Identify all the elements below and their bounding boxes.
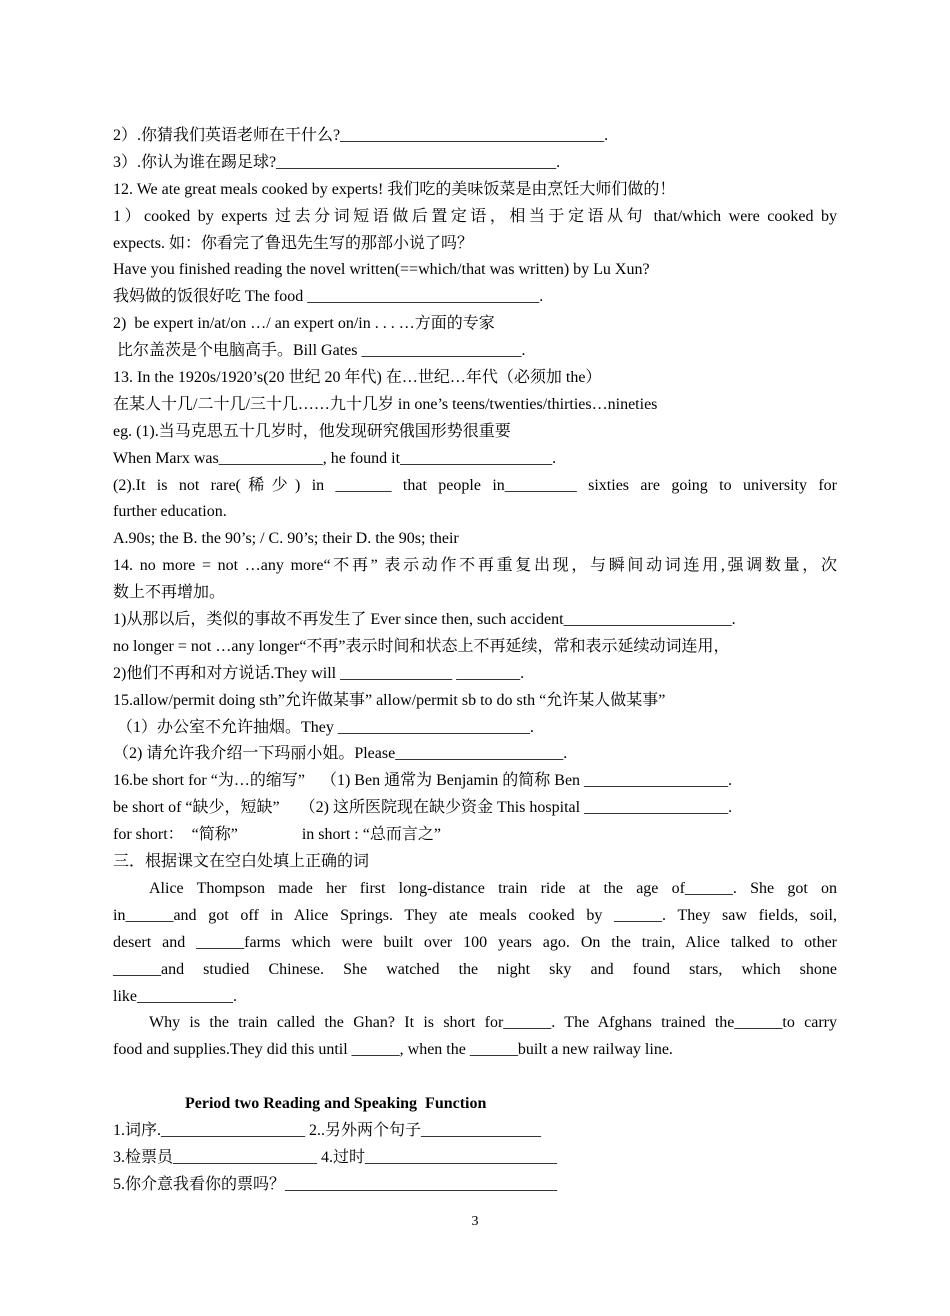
text-line: 我妈做的饭很好吃 The food _____________________________. — [113, 288, 544, 306]
paragraph-line: ______and studied Chinese. She watched the night sky and found stars, which shone — [113, 960, 837, 978]
text-line: for short： “简称” in short : “总而言之” — [113, 826, 441, 844]
text-line: 15.allow/permit doing sth”允许做某事” allow/permit sb to do sth “允许某人做某事” — [113, 691, 666, 709]
text-line: 5.你介意我看你的票吗？__________________________________ — [113, 1175, 558, 1193]
period-heading: Period two Reading and Speaking Function — [185, 1095, 487, 1113]
text-line: 16.be short for “为…的缩写” （1) Ben 通常为 Benjamin 的简称 Ben __________________. — [113, 772, 733, 790]
text-line: 2)他们不再和对方说话.They will ______________ ________. — [113, 664, 525, 682]
text-line: eg. (1).当马克思五十几岁时，他发现研究俄国形势很重要 — [113, 422, 511, 440]
paragraph-line: Alice Thompson made her first long-distance train ride at the age of______. She got on — [149, 879, 837, 897]
text-line: be short of “缺少，短缺” （2) 这所医院现在缺少资金 This hospital __________________. — [113, 799, 733, 817]
section-heading: 三．根据课文在空白处填上正确的词 — [113, 853, 370, 871]
paragraph-line: like____________. — [113, 987, 237, 1005]
text-line: 13. In the 1920s/1920’s(20 世纪 20 年代) 在…世纪…年代（必须加 the） — [113, 369, 602, 387]
text-line: （2) 请允许我介绍一下玛丽小姐。Please_____________________. — [113, 745, 568, 763]
text-line: expects. 如：你看完了鲁迅先生写的那部小说了吗？ — [113, 234, 473, 252]
text-line: 2) be expert in/at/on …/ an expert on/in . . . …方面的专家 — [113, 315, 495, 333]
page-number: 3 — [471, 1214, 479, 1229]
text-line: 12. We ate great meals cooked by experts! 我们吃的美味饭菜是由烹饪大师们做的！ — [113, 180, 676, 198]
text-line: When Marx was_____________, he found it___________________. — [113, 449, 557, 467]
text-line: （1）办公室不允许抽烟。They ________________________. — [113, 718, 534, 736]
text-line: 2）.你猜我们英语老师在干什么?_________________________________. — [113, 127, 609, 144]
text-line: no longer = not …any longer“不再”表示时间和状态上不再延续，常和表示延续动词连用， — [113, 637, 730, 655]
page-content — [113, 123, 837, 1199]
paragraph-line: desert and ______farms which were built over 100 years ago. On the train, Alice talked to other — [113, 933, 837, 951]
text-line: 1.词序.__________________ 2..另外两个句子_______________ — [113, 1121, 542, 1139]
text-line: 1）cooked by experts 过去分词短语做后置定语，相当于定语从句 that/which were cooked by — [113, 207, 837, 225]
text-line: (2).It is not rare(稀少) in _______ that people in_________ sixties are going to university for — [113, 476, 837, 494]
paragraph-line: food and supplies.They did this until ______, when the ______built a new railway line. — [113, 1041, 673, 1059]
blank-line — [113, 1064, 837, 1091]
text-line: A.90s; the B. the 90’s; / C. 90’s; their D. the 90s; their — [113, 530, 459, 548]
text-line: 在某人十几/二十几/三十几……九十几岁 in one’s teens/twenties/thirties…nineties — [113, 395, 658, 413]
text-line: 数上不再增加。 — [113, 584, 226, 602]
text-line: 14. no more = not …any more“不再” 表示动作不再重复出现，与瞬间动词连用,强调数量，次 — [113, 557, 837, 575]
text-line: 3.检票员__________________ 4.过时________________________ — [113, 1148, 558, 1166]
text-line: 3）.你认为谁在踢足球?___________________________________. — [113, 153, 561, 171]
paragraph-line: Why is the train called the Ghan? It is short for______. The Afghans trained the______to carry — [149, 1014, 837, 1032]
paragraph-line: in______and got off in Alice Springs. They ate meals cooked by ______. They saw fields, soil, — [113, 906, 837, 924]
text-line: 1)从那以后，类似的事故不再发生了 Ever since then, such accident_____________________. — [113, 611, 736, 629]
text-line: Have you finished reading the novel written(==which/that was written) by Lu Xun? — [113, 261, 650, 279]
text-line: 比尔盖茨是个电脑高手。Bill Gates ____________________. — [113, 342, 526, 360]
text-line: further education. — [113, 503, 227, 521]
